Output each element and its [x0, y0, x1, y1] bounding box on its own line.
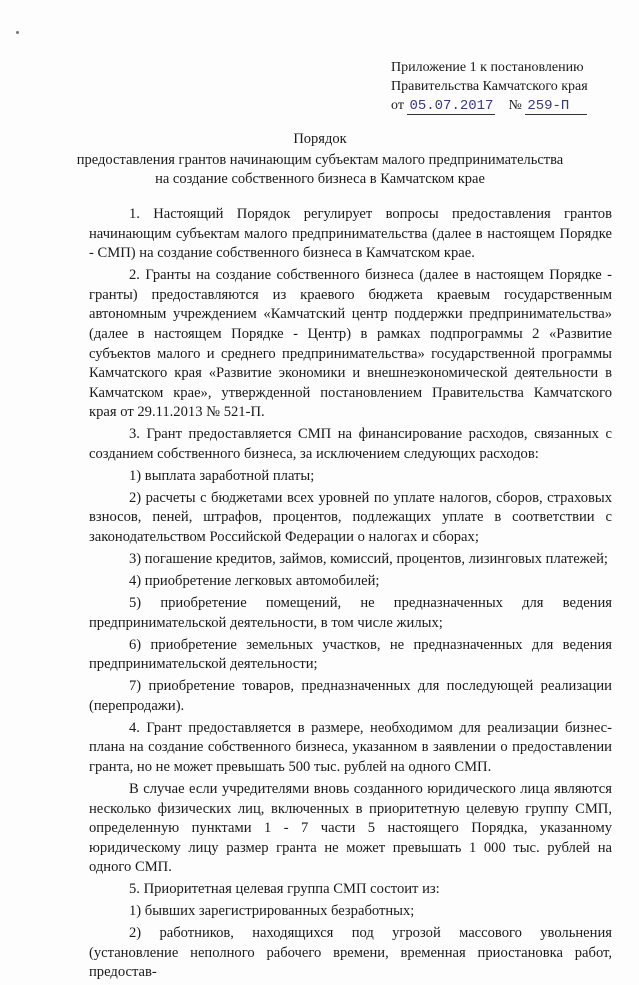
paragraph-3: 3. Грант предоставляется СМП на финансирование расходов, связанных с созданием собственного бизнеса, за исключением следующих расходов:: [89, 426, 612, 462]
appendix-header: [391, 58, 631, 115]
scan-dot: [16, 31, 19, 34]
document-title: [60, 130, 580, 189]
list-item-3-7: 7) приобретение товаров, предназначенных для последующей реализации (перепродажи).: [89, 678, 612, 714]
list-item-5-2: 2) работников, находящихся под угрозой массового увольнения (установление неполного рабочего времени, временная приостановка работ, предостав-: [89, 925, 612, 981]
list-item-3-6: 6) приобретение земельных участков, не предназначенных для ведения предпринимательской деятельности;: [89, 636, 612, 673]
list-item-5-1: 1) бывших зарегистрированных безработных;: [129, 903, 415, 920]
list-item-3-5: 5) приобретение помещений, не предназначенных для ведения предпринимательской деятельности, в том числе жилых;: [89, 595, 612, 631]
handwritten-date: 05.07.2017: [409, 98, 494, 114]
title-subtitle-line-1: предоставления грантов начинающим субъектам малого предпринимательства: [76, 152, 564, 168]
list-item-3-2: 2) расчеты с бюджетами всех уровней по уплате налогов, сборов, страховых взносов, пеней, штрафов, процентов, подлежащих уплате в соответствии с законодательством Российской Федерации о налогах и сборах;: [89, 489, 612, 546]
document-body: [89, 205, 612, 985]
list-item-3-4: 4) приобретение легковых автомобилей;: [129, 573, 380, 590]
paragraph-5: 5. Приоритетная целевая группа СМП состоит из:: [129, 881, 440, 898]
paragraph-2: 2. Гранты на создание собственного бизнеса (далее в настоящем Порядке - гранты) предоставляются из краевого бюджета краевым государственным автономным учреждением «Камчатский центр поддержки предпринимательства» (далее в настоящем Порядке - Центр) в рамках подпрограммы 2 «Развитие субъектов малого и среднего предпринимательства» государственной программы Камчатского края «Развитие экономики и внешнеэкономической деятельности в Камчатском крае», утвержденной постановлением Правительства Камчатского края от 29.11.2013 № 521-П.: [89, 267, 612, 421]
list-item-3-1: 1) выплата заработной платы;: [129, 467, 315, 484]
number-label: №: [508, 98, 522, 113]
title-subtitle-line-2: на создание собственного бизнеса в Камчатском крае: [155, 171, 485, 187]
handwritten-number: 259-П: [525, 98, 587, 115]
paragraph-4-continued: В случае если учредителями вновь созданного юридического лица являются несколько физических лиц, включенных в приоритетную целевую группу СМП, определенную пунктами 1 - 7 части 5 настоящего Порядка, указанному юридическому лицу размер гранта не может превышать 1 000 тыс. рублей на одного СМП.: [89, 780, 612, 876]
paragraph-4: 4. Грант предоставляется в размере, необходимом для реализации бизнес-плана на создание собственного бизнеса, указанном в заявлении о предоставлении гранта, но не может превышать 500 тыс. рублей на одного СМП.: [89, 719, 612, 775]
appendix-line-1: Приложение 1 к постановлению: [391, 60, 584, 75]
from-label: от: [391, 98, 404, 113]
appendix-line-2: Правительства Камчатского края: [391, 79, 588, 94]
title-main: Порядок: [293, 131, 347, 147]
paragraph-1: 1. Настоящий Порядок регулирует вопросы предоставления грантов начинающим субъектам малого предпринимательства (далее в настоящем Порядке - СМП) на создание собственного бизнеса в Камчатском крае.: [89, 206, 612, 262]
list-item-3-3: 3) погашение кредитов, займов, комиссий, процентов, лизинговых платежей;: [129, 551, 608, 568]
appendix-date-line: [391, 96, 631, 115]
